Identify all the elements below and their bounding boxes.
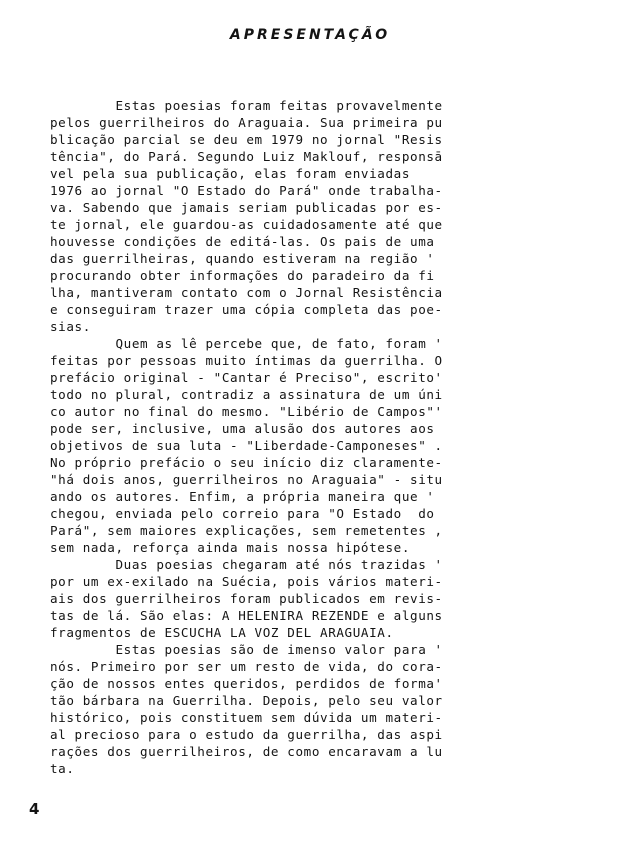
text-line: sias. bbox=[50, 319, 91, 334]
text-line: tão bárbara na Guerrilha. Depois, pelo seu valor bbox=[50, 693, 443, 708]
text-line: co autor no final do mesmo. "Libério de Campos"' bbox=[50, 404, 443, 419]
text-line: vel pela sua publicação, elas foram enviadas bbox=[50, 166, 427, 181]
text-line: sem nada, reforça ainda mais nossa hipótese. bbox=[50, 540, 411, 555]
text-line: histórico, pois constituem sem dúvida um materi- bbox=[50, 710, 443, 725]
text-line: 1976 ao jornal "O Estado do Pará" onde trabalha- bbox=[50, 183, 443, 198]
text-line: objetivos de sua luta - "Liberdade-Camponeses" . bbox=[50, 438, 443, 453]
page-title: APRESENTAÇÃO bbox=[229, 27, 391, 43]
text-line: rações dos guerrilheiros, de como encaravam a lu bbox=[50, 744, 443, 759]
text-line: prefácio original - "Cantar é Preciso", escrito' bbox=[50, 370, 443, 385]
text-line: te jornal, ele guardou-as cuidadosamente até que bbox=[50, 217, 443, 232]
text-line: va. Sabendo que jamais seriam publicadas por es- bbox=[50, 200, 443, 215]
text-line: nós. Primeiro por ser um resto de vida, do cora- bbox=[50, 659, 443, 674]
text-line: feitas por pessoas muito íntimas da guerrilha. O bbox=[50, 353, 443, 368]
text-line: e conseguiram trazer uma cópia completa das poe- bbox=[50, 302, 443, 317]
text-line: pode ser, inclusive, uma alusão dos autores aos bbox=[50, 421, 435, 436]
text-line: Estas poesias foram feitas provavelmente bbox=[50, 98, 443, 113]
text-line: ta. bbox=[50, 761, 75, 776]
text-line: pelos guerrilheiros do Araguaia. Sua primeira pu bbox=[50, 115, 443, 130]
page-number: 4 bbox=[29, 800, 40, 818]
text-line: chegou, enviada pelo correio para "O Estado do bbox=[50, 506, 435, 521]
text-line: ais dos guerrilheiros foram publicados em revis- bbox=[50, 591, 443, 606]
text-line: Pará", sem maiores explicações, sem remetentes , bbox=[50, 523, 443, 538]
text-line: procurando obter informações do paradeiro da fi bbox=[50, 268, 435, 283]
text-line: Duas poesias chegaram até nós trazidas ' bbox=[50, 557, 443, 572]
text-line: lha, mantiveram contato com o Jornal Resistência bbox=[50, 285, 443, 300]
text-line: "há dois anos, guerrilheiros no Araguaia" - situ bbox=[50, 472, 443, 487]
text-line: al precioso para o estudo da guerrilha, das aspi bbox=[50, 727, 443, 742]
text-line: fragmentos de ESCUCHA LA VOZ DEL ARAGUAIA. bbox=[50, 625, 394, 640]
text-line: todo no plural, contradiz a assinatura de um úni bbox=[50, 387, 443, 402]
text-line: tas de lá. São elas: A HELENIRA REZENDE e alguns bbox=[50, 608, 443, 623]
text-line: ando os autores. Enfim, a própria maneira que ' bbox=[50, 489, 435, 504]
text-line: houvesse condições de editá-las. Os pais de uma bbox=[50, 234, 435, 249]
text-line: ção de nossos entes queridos, perdidos de forma' bbox=[50, 676, 443, 691]
text-line: tência", do Pará. Segundo Luiz Maklouf, responsā bbox=[50, 149, 443, 164]
text-line: por um ex-exilado na Suécia, pois vários materi- bbox=[50, 574, 443, 589]
text-line: Quem as lê percebe que, de fato, foram ' bbox=[50, 336, 443, 351]
text-line: blicação parcial se deu em 1979 no jornal "Resis bbox=[50, 132, 443, 147]
body-text bbox=[50, 97, 570, 777]
text-line: Estas poesias são de imenso valor para ' bbox=[50, 642, 443, 657]
text-line: No próprio prefácio o seu início diz claramente- bbox=[50, 455, 443, 470]
text-line: das guerrilheiras, quando estiveram na região ' bbox=[50, 251, 435, 266]
